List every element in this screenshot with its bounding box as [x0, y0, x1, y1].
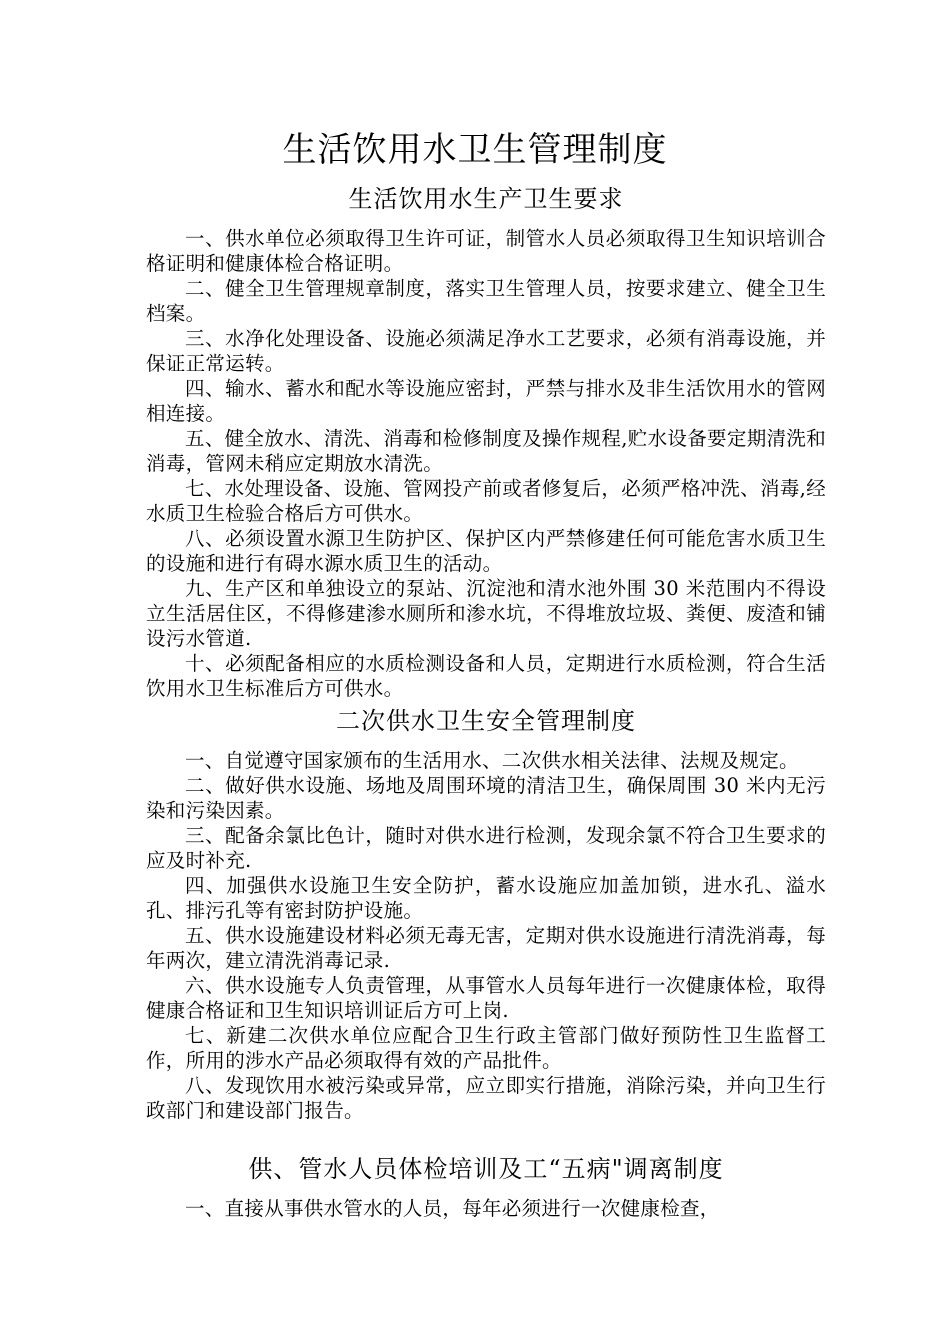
paragraph: 二、健全卫生管理规章制度，落实卫生管理人员，按要求建立、健全卫生档案。 — [146, 277, 826, 325]
section-staff-health-check — [146, 1152, 826, 1221]
paragraph: 八、发现饮用水被污染或异常，应立即实行措施，消除污染，并向卫生行政部门和建设部门报告。 — [146, 1074, 826, 1122]
paragraph: 三、水净化处理设备、设施必须满足净水工艺要求，必须有消毒设施，并保证正常运转。 — [146, 327, 826, 375]
section-production-hygiene — [146, 182, 826, 701]
section-secondary-supply-safety — [146, 704, 826, 1123]
paragraph: 一、自觉遵守国家颁布的生活用水、二次供水相关法律、法规及规定。 — [185, 749, 799, 772]
section-heading: 生活饮用水生产卫生要求 — [348, 185, 624, 213]
paragraph: 九、生产区和单独设立的泵站、沉淀池和清水池外围 30 米范围内不得设立生活居住区，不得修建渗水厕所和渗水坑，不得堆放垃圾、粪便、废渣和铺设污水管道. — [146, 577, 826, 650]
paragraph: 四、输水、蓄水和配水等设施应密封，严禁与排水及非生活饮用水的管网相连接。 — [146, 377, 826, 425]
paragraph: 四、加强供水设施卫生安全防护，蓄水设施应加盖加锁，进水孔、溢水孔、排污孔等有密封防护设施。 — [146, 874, 826, 922]
paragraph: 七、水处理设备、设施、管网投产前或者修复后，必须严格冲洗、消毒,经水质卫生检验合格后方可供水。 — [146, 477, 826, 525]
paragraph: 七、新建二次供水单位应配合卫生行政主管部门做好预防性卫生监督工作，所用的涉水产品必须取得有效的产品批件。 — [146, 1024, 826, 1072]
paragraph: 六、供水设施专人负责管理，从事管水人员每年进行一次健康体检，取得健康合格证和卫生知识培训证后方可上岗. — [146, 974, 826, 1022]
paragraph: 八、必须设置水源卫生防护区、保护区内严禁修建任何可能危害水质卫生的设施和进行有碍水源水质卫生的活动。 — [146, 527, 826, 575]
paragraph: 二、做好供水设施、场地及周围环境的清洁卫生，确保周围 30 米内无污染和污染因素。 — [146, 774, 826, 822]
section-heading: 二次供水卫生安全管理制度 — [336, 707, 636, 735]
paragraph: 一、供水单位必须取得卫生许可证，制管水人员必须取得卫生知识培训合格证明和健康体检合格证明。 — [146, 227, 826, 275]
paragraph: 五、供水设施建设材料必须无毒无害，定期对供水设施进行清洗消毒，每年两次，建立清洗消毒记录. — [146, 924, 826, 972]
paragraph: 十、必须配备相应的水质检测设备和人员，定期进行水质检测，符合生活饮用水卫生标准后方可供水。 — [146, 652, 826, 700]
document-title: 生活饮用水卫生管理制度 — [282, 130, 668, 170]
paragraph: 五、健全放水、清洗、消毒和检修制度及操作规程,贮水设备要定期清洗和消毒，管网未稍应定期放水清洗。 — [146, 427, 826, 475]
section-heading: 供、管水人员体检培训及工“五病"调离制度 — [248, 1155, 724, 1183]
paragraph: 一、直接从事供水管水的人员，每年必须进行一次健康检查， — [185, 1197, 720, 1220]
paragraph: 三、配备余氯比色计，随时对供水进行检测，发现余氯不符合卫生要求的应及时补充. — [146, 824, 826, 872]
